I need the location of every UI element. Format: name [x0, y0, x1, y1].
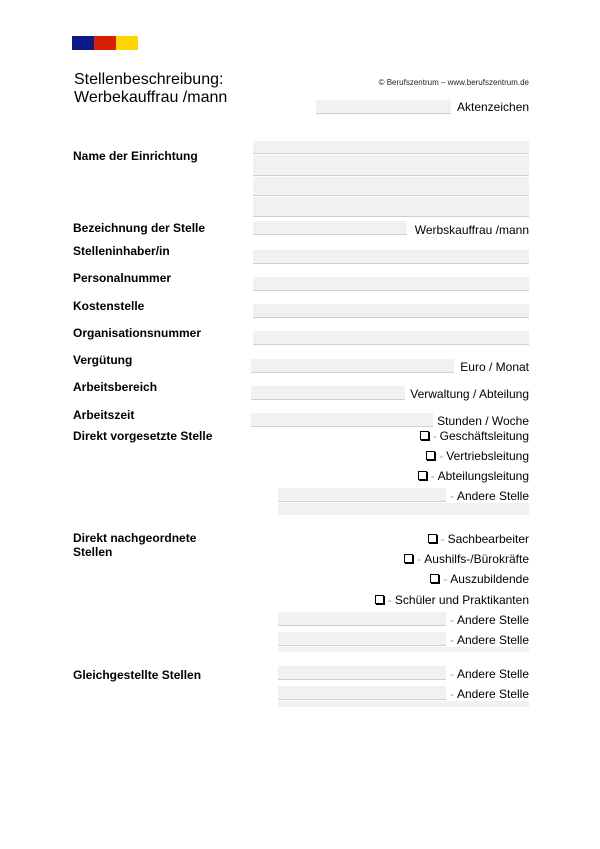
vorgesetzte-andere-field-2[interactable]	[278, 503, 529, 515]
nachgeordnete-andere-field-3[interactable]	[278, 647, 529, 652]
nachgeordnete-andere-label-2: - Andere Stelle	[449, 633, 529, 647]
gleichgestellte-andere-field-3[interactable]	[278, 701, 529, 707]
vorgesetzte-option-2[interactable]: - Vertriebsleitung	[426, 449, 529, 463]
aktenzeichen-label: Aktenzeichen	[457, 100, 530, 114]
gleichgestellte-label: Gleichgestellte Stellen	[73, 668, 202, 682]
einrichtung-field-2[interactable]	[253, 155, 529, 176]
nachgeordnete-option-2[interactable]: - Aushilfs-/Bürokräfte	[404, 552, 529, 566]
arbeitszeit-field[interactable]	[251, 413, 433, 427]
nachgeordnete-option-4[interactable]: - Schüler und Praktikanten	[375, 593, 529, 607]
vorgesetzte-andere-field[interactable]	[278, 488, 446, 502]
checkbox-icon[interactable]	[426, 451, 435, 460]
bezeichnung-value: Werbskauffrau /mann	[414, 223, 529, 237]
flag-blue	[72, 36, 94, 50]
checkbox-icon[interactable]	[375, 595, 384, 604]
nachgeordnete-option-3[interactable]: - Auszubildende	[430, 572, 529, 586]
gleichgestellte-andere-field-2[interactable]	[278, 686, 446, 700]
arbeitszeit-suffix: Stunden / Woche	[437, 414, 529, 428]
nachgeordnete-andere-field-2[interactable]	[278, 632, 446, 646]
verguetung-suffix: Euro / Monat	[460, 360, 529, 374]
arbeitsbereich-field[interactable]	[251, 386, 405, 400]
vorgesetzte-label: Direkt vorgesetzte Stelle	[73, 429, 213, 443]
checkbox-icon[interactable]	[418, 471, 427, 480]
personalnummer-label: Personalnummer	[73, 271, 172, 285]
einrichtung-field-4[interactable]	[253, 197, 529, 217]
nachgeordnete-label-line-1: Direkt nachgeordnete	[73, 531, 197, 545]
kostenstelle-label: Kostenstelle	[73, 299, 145, 313]
option-label: Abteilungsleitung	[437, 469, 529, 483]
option-label: Vertriebsleitung	[446, 449, 529, 463]
kostenstelle-field[interactable]	[253, 304, 529, 318]
nachgeordnete-label-line-2: Stellen	[73, 545, 113, 559]
nachgeordnete-andere-field-1[interactable]	[278, 612, 446, 626]
personalnummer-field[interactable]	[253, 277, 529, 291]
arbeitsbereich-suffix: Verwaltung / Abteilung	[410, 387, 529, 401]
checkbox-icon[interactable]	[404, 554, 413, 563]
page-title	[74, 71, 227, 107]
checkbox-icon[interactable]	[420, 431, 429, 440]
nachgeordnete-andere-label-1: - Andere Stelle	[449, 613, 529, 627]
flag-red	[94, 36, 116, 50]
nachgeordnete-option-1[interactable]: - Sachbearbeiter	[428, 532, 529, 546]
einrichtung-label: Name der Einrichtung	[73, 149, 198, 163]
nachgeordnete-label	[73, 531, 196, 559]
vorgesetzte-option-3[interactable]: - Abteilungsleitung	[418, 469, 529, 483]
vorgesetzte-option-1[interactable]: - Geschäftsleitung	[420, 429, 529, 443]
option-label: Sachbearbeiter	[447, 532, 529, 546]
verguetung-field[interactable]	[251, 359, 454, 373]
flag-yellow	[116, 36, 138, 50]
vorgesetzte-andere-label: - Andere Stelle	[449, 489, 529, 503]
title-line-2: Werbekauffrau /mann	[74, 89, 228, 106]
aktenzeichen-field[interactable]	[316, 100, 451, 114]
bezeichnung-field[interactable]	[253, 221, 407, 235]
inhaber-field[interactable]	[253, 250, 529, 264]
option-label: Schüler und Praktikanten	[394, 593, 529, 607]
arbeitsbereich-label: Arbeitsbereich	[73, 380, 158, 394]
copyright: © Berufszentrum – www.berufszentrum.de	[378, 78, 529, 87]
organisationsnummer-field[interactable]	[253, 331, 529, 345]
checkbox-icon[interactable]	[428, 534, 437, 543]
inhaber-label: Stelleninhaber/in	[73, 244, 170, 258]
option-label: Geschäftsleitung	[439, 429, 529, 443]
bezeichnung-label: Bezeichnung der Stelle	[73, 221, 206, 235]
gleichgestellte-andere-label-1: - Andere Stelle	[449, 667, 529, 681]
gleichgestellte-andere-label-2: - Andere Stelle	[449, 687, 529, 701]
gleichgestellte-andere-field-1[interactable]	[278, 666, 446, 680]
einrichtung-field-3[interactable]	[253, 177, 529, 196]
arbeitszeit-label: Arbeitszeit	[73, 408, 135, 422]
option-label: Aushilfs-/Bürokräfte	[424, 552, 529, 566]
verguetung-label: Vergütung	[73, 353, 133, 367]
checkbox-icon[interactable]	[430, 574, 439, 583]
title-line-1: Stellenbeschreibung:	[74, 71, 224, 88]
organisationsnummer-label: Organisationsnummer	[73, 326, 202, 340]
einrichtung-field-1[interactable]	[253, 141, 529, 154]
option-label: Auszubildende	[450, 572, 529, 586]
